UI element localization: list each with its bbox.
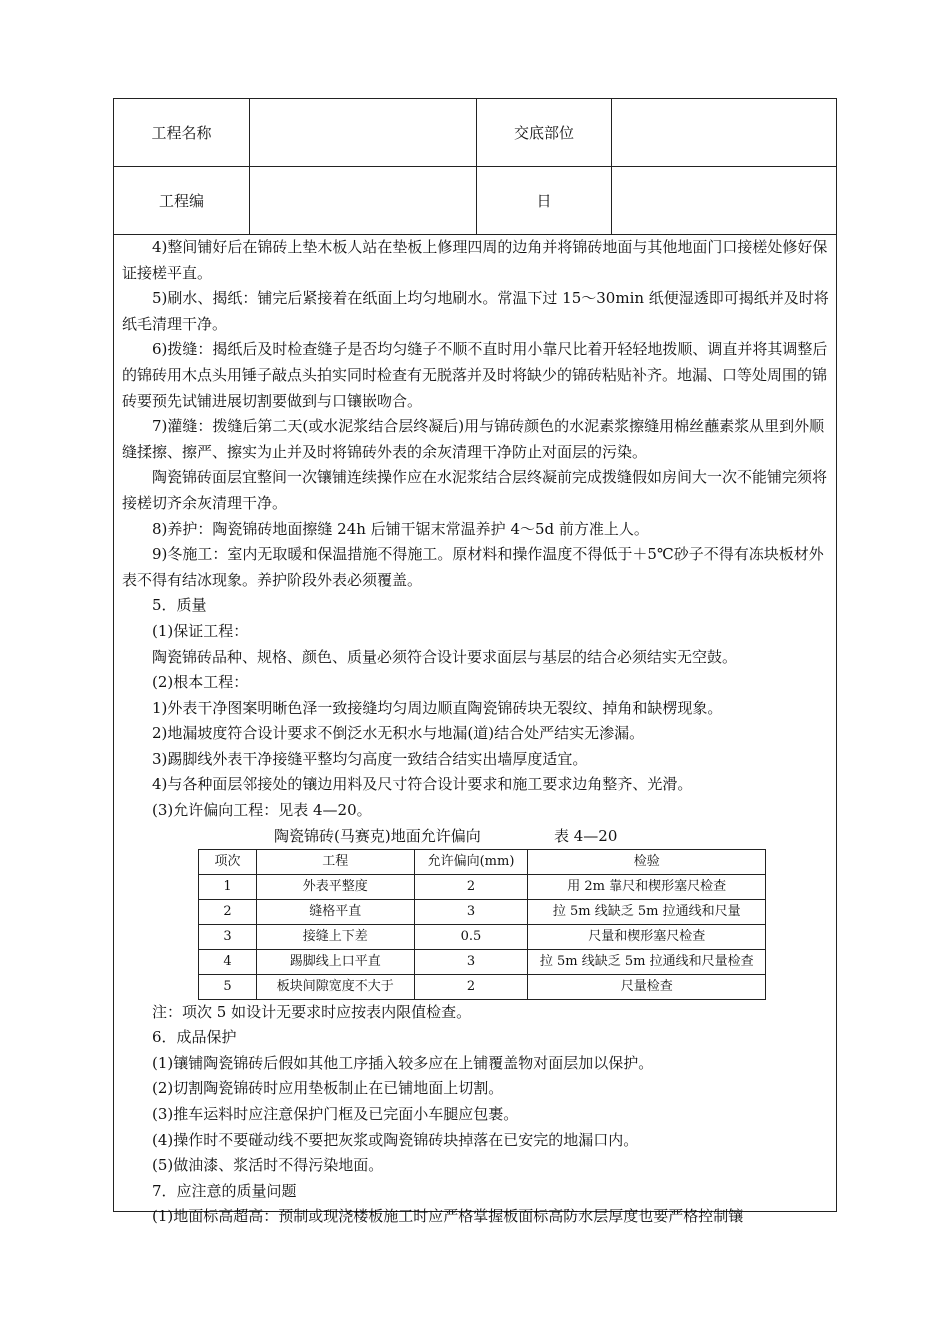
paragraph: 9)冬施工：室内无取暖和保温措施不得施工。原材料和操作温度不得低于＋5℃砂子不得有冻块板材外表不得有结冰现象。养护阶段外表必须覆盖。 bbox=[122, 545, 824, 589]
paragraph: (2)根本工程： bbox=[152, 673, 249, 692]
table-cell: 接缝上下差 bbox=[256, 924, 414, 949]
table-header-row bbox=[199, 849, 766, 874]
paragraph: 7)灌缝：拨缝后第二天(或水泥浆结合层终凝后)用与锦砖颜色的水泥素浆擦缝用棉丝蘸素浆从里到外顺缝揉擦、擦严、擦实为止并及时将锦砖外表的余灰清理干净防止对面层的污染。 bbox=[122, 417, 825, 461]
deviation-table bbox=[198, 849, 766, 1000]
table-cell: 2 bbox=[414, 874, 528, 899]
date-label: 日 bbox=[536, 192, 552, 210]
table-cell: 2 bbox=[199, 899, 257, 924]
paragraph: (1)镶铺陶瓷锦砖后假如其他工序插入较多应在上铺覆盖物对面层加以保护。 bbox=[152, 1053, 654, 1072]
paragraph: 陶瓷锦砖品种、规格、颜色、质量必须符合设计要求面层与基层的结合必须结实无空鼓。 bbox=[152, 647, 738, 666]
project-no-value[interactable] bbox=[250, 167, 476, 234]
paragraph: (1)保证工程： bbox=[152, 621, 249, 640]
table-cell: 3 bbox=[414, 949, 528, 974]
table-cell: 4 bbox=[199, 949, 257, 974]
table-cell: 拉 5m 线缺乏 5m 拉通线和尺量 bbox=[528, 899, 766, 924]
paragraph: (5)做油漆、浆活时不得污染地面。 bbox=[152, 1156, 384, 1175]
table-caption bbox=[122, 824, 834, 849]
table-row bbox=[199, 924, 766, 949]
table-cell: 外表平整度 bbox=[256, 874, 414, 899]
table-row bbox=[199, 949, 766, 974]
position-label: 交底部位 bbox=[513, 124, 574, 142]
paragraph: (4)操作时不要碰动线不要把灰浆或陶瓷锦砖块掉落在已安完的地漏口内。 bbox=[152, 1130, 639, 1149]
table-note: 注：项次 5 如设计无要求时应按表内限值检查。 bbox=[152, 1002, 472, 1021]
table-cell: 2 bbox=[414, 974, 528, 999]
column-header: 项次 bbox=[199, 849, 257, 874]
section-heading: 6．成品保护 bbox=[152, 1028, 237, 1047]
table-cell: 用 2m 靠尺和楔形塞尺检查 bbox=[528, 874, 766, 899]
paragraph: (2)切割陶瓷锦砖时应用垫板制止在已铺地面上切割。 bbox=[152, 1079, 504, 1098]
table-cell: 0.5 bbox=[414, 924, 528, 949]
section-heading: 5．质量 bbox=[152, 596, 207, 615]
table-row bbox=[199, 874, 766, 899]
paragraph: 3)踢脚线外表干净接缝平整均匀高度一致结合结实出墙厚度适宜。 bbox=[152, 749, 588, 768]
paragraph: 2)地漏坡度符合设计要求不倒泛水无积水与地漏(道)结合处严结实无渗漏。 bbox=[152, 724, 645, 743]
form-body bbox=[122, 235, 834, 1230]
paragraph: 1)外表干净图案明晰色泽一致接缝均匀周边顺直陶瓷锦砖块无裂纹、掉角和缺楞现象。 bbox=[152, 698, 723, 717]
paragraph: (3)推车运料时应注意保护门框及已完面小车腿应包裹。 bbox=[152, 1105, 519, 1124]
project-name-value[interactable] bbox=[250, 99, 476, 166]
table-cell: 缝格平直 bbox=[256, 899, 414, 924]
table-cell: 踢脚线上口平直 bbox=[256, 949, 414, 974]
column-header: 允许偏向(mm) bbox=[414, 849, 528, 874]
paragraph: 6)拨缝：揭纸后及时检查缝子是否均匀缝子不顺不直时用小靠尺比着开轻轻地拨顺、调直并将其调整后的锦砖用木点头用锤子敲点头拍实同时检查有无脱落并及时将缺少的锦砖粘贴补齐。地漏、口等处周围的锦砖要预先试铺进展切割要做到与口镶嵌吻合。 bbox=[122, 340, 828, 410]
table-cell: 3 bbox=[414, 899, 528, 924]
paragraph: (3)允许偏向工程：见表 4—20。 bbox=[152, 801, 372, 820]
table-number: 表 4—20 bbox=[554, 826, 618, 845]
position-value[interactable] bbox=[612, 99, 836, 166]
paragraph: 4)与各种面层邻接处的镶边用料及尺寸符合设计要求和施工要求边角整齐、光滑。 bbox=[152, 775, 693, 794]
table-cell: 1 bbox=[199, 874, 257, 899]
paragraph: (1)地面标高超高：预制或现浇楼板施工时应严格掌握板面标高防水层厚度也要严格控制镶 bbox=[152, 1207, 744, 1226]
table-cell: 尺量和楔形塞尺检查 bbox=[528, 924, 766, 949]
section-heading: 7．应注意的质量问题 bbox=[152, 1181, 297, 1200]
project-no-label: 工程编 bbox=[158, 192, 204, 210]
project-name-label: 工程名称 bbox=[151, 124, 212, 142]
table-row bbox=[199, 974, 766, 999]
table-cell: 尺量检查 bbox=[528, 974, 766, 999]
paragraph: 4)整间铺好后在锦砖上垫木板人站在垫板上修理四周的边角并将锦砖地面与其他地面门口接槎处修好保证接槎平直。 bbox=[122, 238, 828, 282]
disclosure-form bbox=[113, 98, 837, 1226]
paragraph: 陶瓷锦砖面层宜整间一次镶铺连续操作应在水泥浆结合层终凝前完成拨缝假如房间大一次不能铺完须将接槎切齐余灰清理干净。 bbox=[122, 468, 828, 512]
table-title: 陶瓷锦砖(马赛克)地面允许偏向 bbox=[274, 826, 481, 845]
column-header: 检验 bbox=[528, 849, 766, 874]
date-value[interactable] bbox=[612, 167, 836, 234]
form-header bbox=[114, 99, 836, 235]
paragraph: 5)刷水、揭纸：铺完后紧接着在纸面上均匀地刷水。常温下过 15～30min 纸便湿透即可揭纸并及时将纸毛清理干净。 bbox=[122, 289, 829, 333]
table-cell: 5 bbox=[199, 974, 257, 999]
paragraph: 8)养护：陶瓷锦砖地面擦缝 24h 后铺干锯末常温养护 4～5d 前方准上人。 bbox=[152, 519, 649, 538]
table-cell: 3 bbox=[199, 924, 257, 949]
table-row bbox=[199, 899, 766, 924]
table-cell: 板块间隙宽度不大于 bbox=[256, 974, 414, 999]
table-cell: 拉 5m 线缺乏 5m 拉通线和尺量检查 bbox=[528, 949, 766, 974]
column-header: 工程 bbox=[256, 849, 414, 874]
